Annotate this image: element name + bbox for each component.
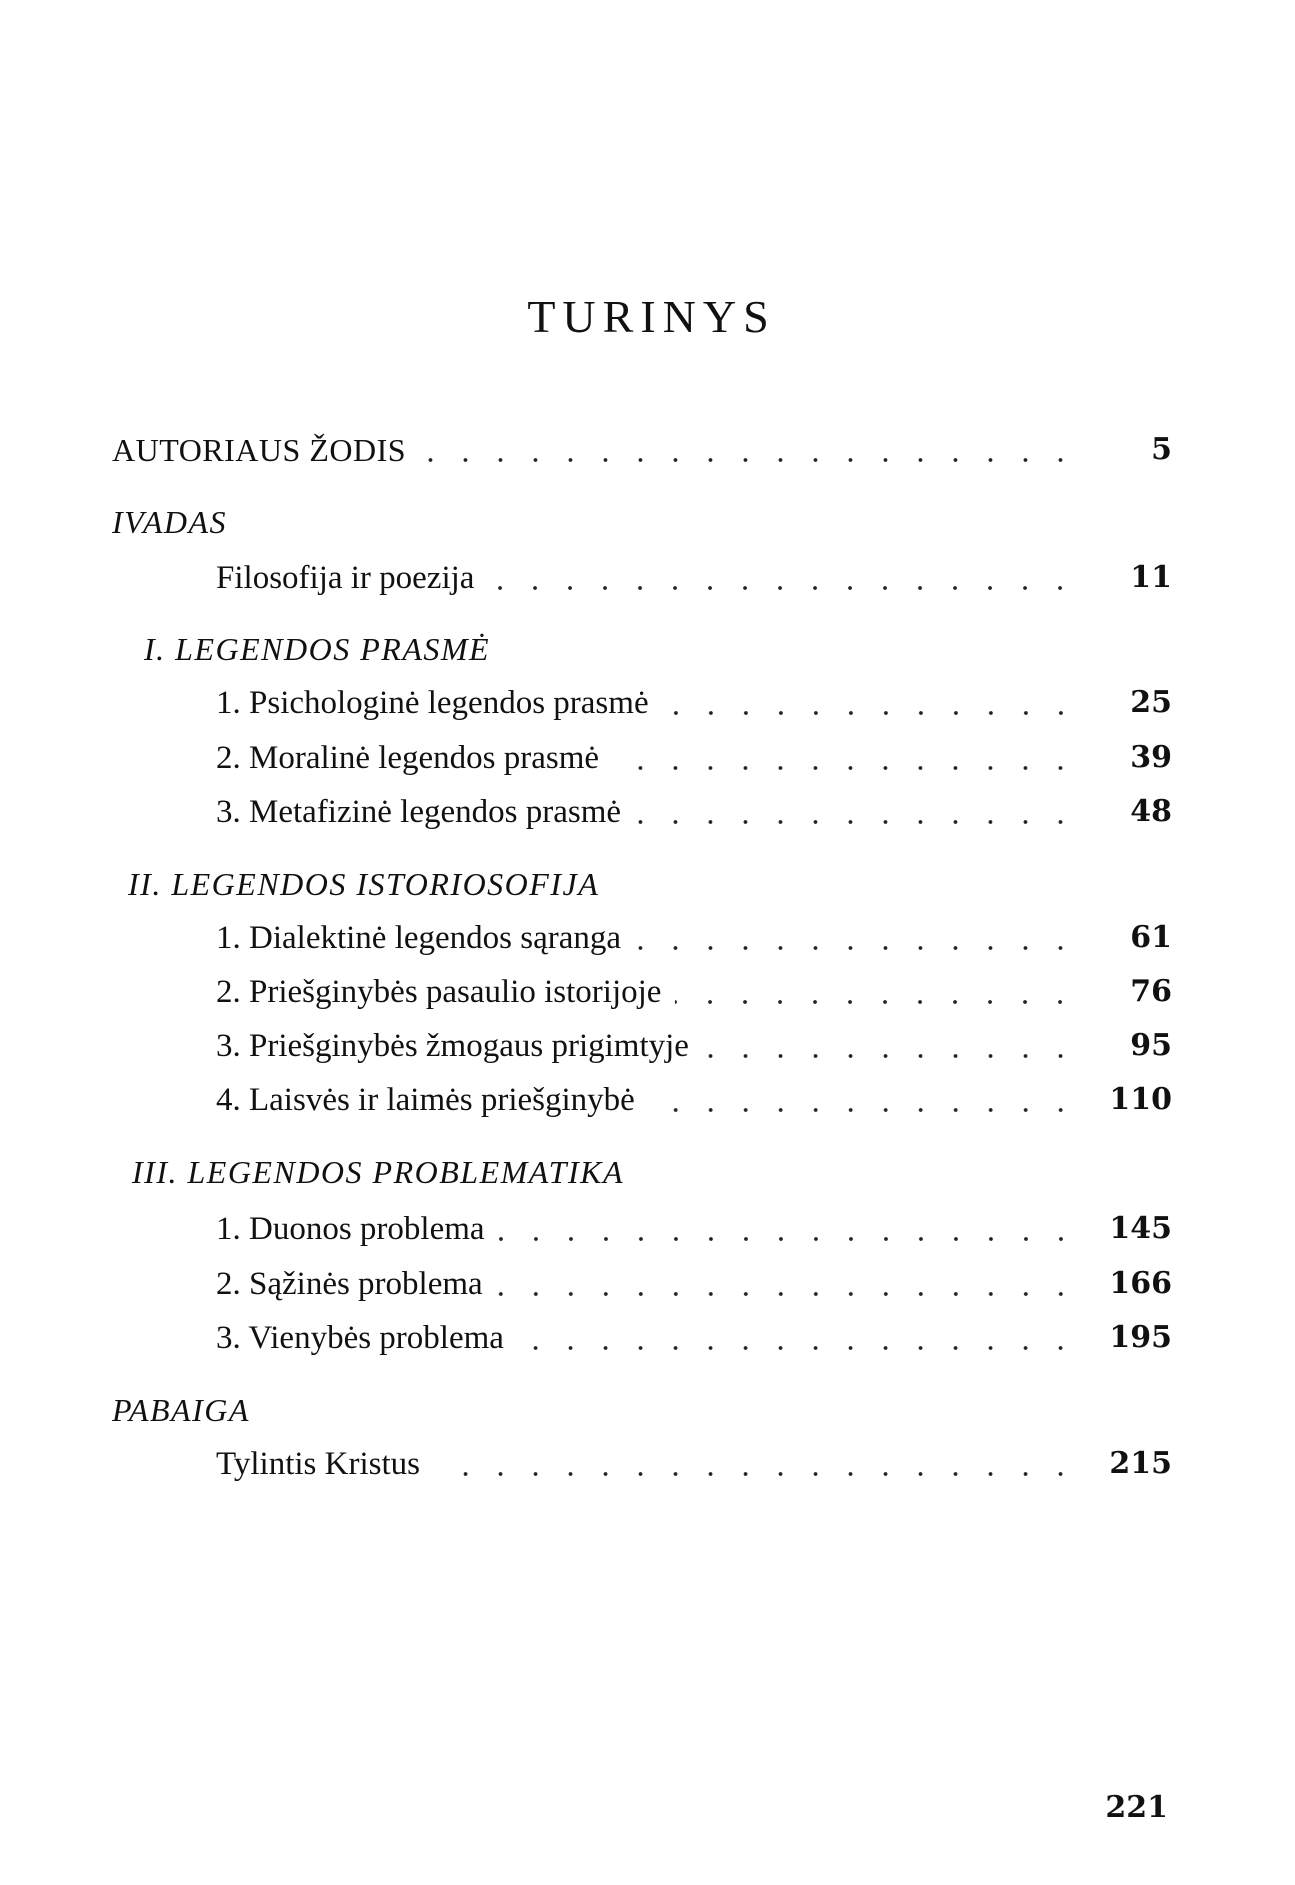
toc-entry-page: 76	[1130, 974, 1172, 1009]
toc-entry-page: 195	[1109, 1320, 1172, 1355]
toc-entry-page: 110	[1109, 1082, 1172, 1117]
toc-entry[interactable]	[0, 681, 1295, 725]
toc-entry-label: 1. Duonos problema	[216, 1211, 485, 1247]
section-heading-ending: PABAIGA	[112, 1392, 250, 1428]
section-heading-intro: IVADAS	[112, 504, 228, 540]
dot-leader	[499, 1207, 1088, 1251]
toc-entry-page: 48	[1130, 794, 1172, 829]
toc-entry[interactable]	[0, 1078, 1295, 1122]
toc-entry-label: 2. Sąžinės problema	[216, 1266, 483, 1302]
page-title: TURINYS	[527, 291, 776, 342]
toc-entry-intro[interactable]	[0, 556, 1295, 600]
toc-entry-page: 166	[1109, 1266, 1172, 1301]
dot-leader	[675, 970, 1088, 1014]
toc-entry-label: Tylintis Kristus	[216, 1446, 420, 1482]
toc-entry-page: 215	[1109, 1446, 1172, 1481]
toc-entry-label: 3. Vienybės problema	[216, 1320, 504, 1356]
dot-leader	[613, 736, 1088, 780]
toc-entry[interactable]	[0, 1262, 1295, 1306]
dot-leader	[649, 1078, 1088, 1122]
toc-entry-label: Filosofija ir poezija	[216, 560, 475, 596]
toc-entry[interactable]	[0, 970, 1295, 1014]
toc-entry[interactable]	[0, 1207, 1295, 1251]
toc-entry-page: 5	[1151, 432, 1172, 467]
toc-entry-page: 25	[1130, 685, 1172, 720]
dot-leader	[420, 428, 1088, 472]
toc-entry-page: 11	[1130, 560, 1172, 595]
section-heading-part-1: I. LEGENDOS PRASMĖ	[144, 631, 491, 667]
toc-entry-label: 3. Metafizinė legendos prasmė	[216, 794, 622, 830]
dot-leader	[488, 556, 1088, 600]
section-heading-part-3: III. LEGENDOS PROBLEMATIKA	[132, 1154, 624, 1190]
page-number: 221	[1105, 1790, 1168, 1825]
toc-entry[interactable]	[0, 736, 1295, 780]
toc-entry[interactable]	[0, 1024, 1295, 1068]
dot-leader	[497, 1262, 1088, 1306]
toc-entry-label: 2. Moralinė legendos prasmė	[216, 740, 600, 776]
toc-entry[interactable]	[0, 790, 1295, 834]
toc-entry-label: 2. Priešginybės pasaulio istorijoje	[216, 974, 662, 1010]
toc-entry-label: AUTORIAUS ŽODIS	[112, 432, 407, 468]
toc-entry-page: 39	[1130, 740, 1172, 775]
dot-leader	[518, 1316, 1088, 1360]
toc-entry-label: 1. Psichologinė legendos prasmė	[216, 685, 649, 721]
dot-leader	[663, 681, 1088, 725]
dot-leader	[635, 790, 1088, 834]
toc-entry[interactable]	[0, 1316, 1295, 1360]
dot-leader	[635, 916, 1088, 960]
toc-entry-page: 95	[1130, 1028, 1172, 1063]
dot-leader	[434, 1442, 1088, 1486]
toc-entry-page: 145	[1109, 1211, 1172, 1246]
toc-entry-page: 61	[1130, 920, 1172, 955]
toc-entry-ending[interactable]	[0, 1442, 1295, 1486]
section-heading-part-2: II. LEGENDOS ISTORIOSOFIJA	[128, 866, 600, 902]
toc-entry-label: 1. Dialektinė legendos sąranga	[216, 920, 622, 956]
toc-entry-label: 4. Laisvės ir laimės priešginybė	[216, 1082, 635, 1118]
toc-entry-author-word[interactable]	[0, 428, 1295, 472]
toc-entry-label: 3. Priešginybės žmogaus prigimtyje	[216, 1028, 689, 1064]
toc-entry[interactable]	[0, 916, 1295, 960]
dot-leader	[703, 1024, 1088, 1068]
